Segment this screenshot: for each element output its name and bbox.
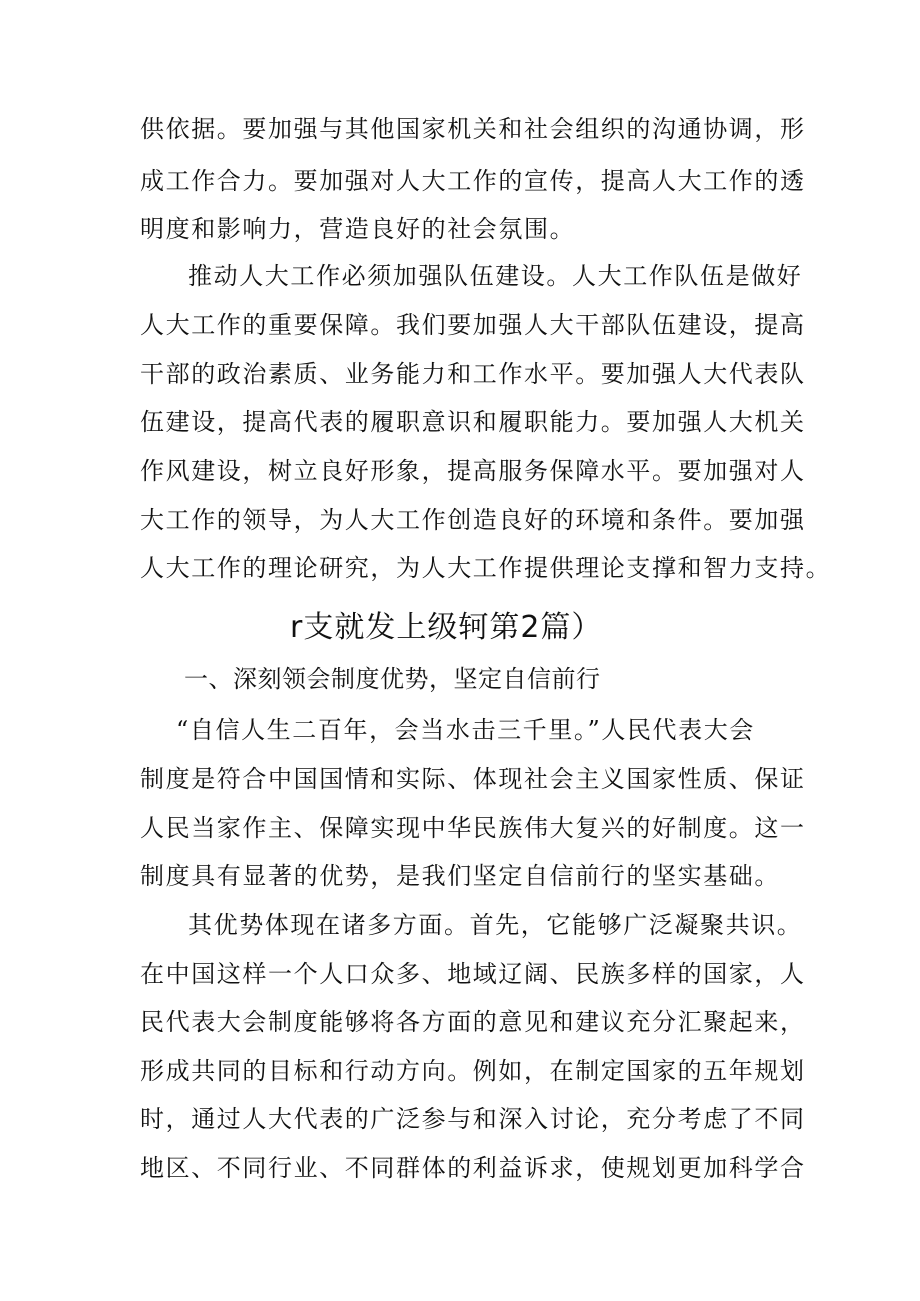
paragraph-line: 形成共同的目标和行动方向。例如，在制定国家的五年规划 (140, 1057, 806, 1085)
paragraph-line: 人大工作的重要保障。我们要加强人大干部队伍建设，提高 (140, 311, 806, 339)
paragraph-line: 供依据。要加强与其他国家机关和社会组织的沟通协调，形 (140, 115, 806, 143)
paragraph-line: 干部的政治素质、业务能力和工作水平。要加强人大代表队 (140, 360, 806, 388)
paragraph-line: 时，通过人大代表的广泛参与和深入讨论，充分考虑了不同 (140, 1105, 806, 1133)
paragraph-line: 地区、不同行业、不同群体的利益诉求，使规划更加科学合 (140, 1154, 806, 1182)
paragraph-line: 制度是符合中国国情和实际、体现社会主义国家性质、保证 (140, 765, 806, 793)
section-title: r支就发上级轲第2篇） (290, 610, 603, 645)
paragraph-line: 作风建设，树立良好形象，提高服务保障水平。要加强对人 (140, 457, 806, 485)
paragraph-line: “自信人生二百年，会当水击三千里。”人民代表大会 (176, 716, 755, 744)
subsection-heading: 一、深刻领会制度优势，坚定自信前行 (184, 665, 601, 693)
paragraph-line: 民代表大会制度能够将各方面的意见和建议充分汇聚起来， (140, 1008, 806, 1036)
paragraph-line: 人民当家作主、保障实现中华民族伟大复兴的好制度。这一 (140, 814, 806, 842)
paragraph-line: 大工作的领导，为人大工作创造良好的环境和条件。要加强 (140, 506, 806, 534)
paragraph-line: 推动人大工作必须加强队伍建设。人大工作队伍是做好 (188, 262, 803, 290)
paragraph-line: 成工作合力。要加强对人大工作的宣传，提高人大工作的透 (140, 167, 806, 195)
paragraph-line: 伍建设，提高代表的履职意识和履职能力。要加强人大机关 (140, 408, 806, 436)
paragraph-line: 其优势体现在诸多方面。首先，它能够广泛凝聚共识。 (188, 911, 803, 939)
paragraph-line: 制度具有显著的优势，是我们坚定自信前行的坚实基础。 (140, 862, 780, 890)
paragraph-line: 人大工作的理论研究，为人大工作提供理论支撑和智力支持。 (140, 554, 832, 582)
paragraph-line: 明度和影响力，营造良好的社会氛围。 (140, 215, 576, 243)
paragraph-line: 在中国这样一个人口众多、地域辽阔、民族多样的国家，人 (140, 960, 806, 988)
